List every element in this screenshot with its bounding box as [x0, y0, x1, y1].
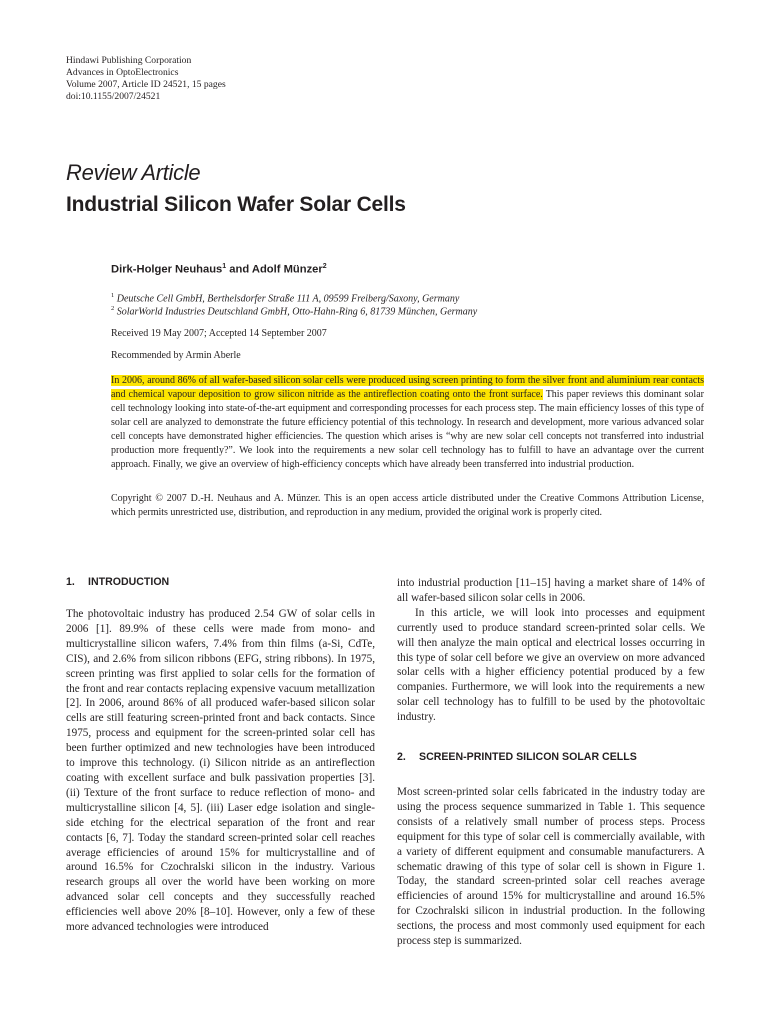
author-line [111, 263, 327, 276]
article-title: Industrial Silicon Wafer Solar Cells [66, 193, 406, 216]
highlighted-text[interactable]: In 2006, around 86% of all wafer-based silicon solar cells were produced using screen printing to form the silver front and aluminium rear contacts and chemical vapour deposition to grow silicon nitride as the antireflection coating onto the front surface. [111, 375, 704, 400]
section-number: 1. [66, 576, 75, 588]
affiliation-marker: 2 [322, 263, 327, 270]
paragraph: The photovoltaic industry has produced 2.54 GW of solar cells in 2006 [1]. 89.9% of these cells were made from mono- and multicrystalline silicon wafers, 7.4% from thin films (a-Si, CdTe, CIS), and 2.6% from silicon ribbons (EFG, string ribbons). In 1975, screen printing was first applied to solar cells for the formation of the front and rear contacts replacing expensive vacuum metallization [2]. In 2006, around 86% of all produced wafer-based silicon solar cells are still featuring screen-printed front and back contacts. Since 1975, process and equipment for the screen-printed solar cell has been further optimized and new technologies have been introduced to improve this technology. (i) Silicon nitride as an antireflection coating with excellent surface and bulk passivation properties [3]. (ii) Texture of the front surface to reduce reflection of mono- and multicrystalline silicon [4, 5]. (iii) Laser edge isolation and single-side etching for the electrical separation of the front and rear contacts [6, 7]. Today the standard screen-printed solar cell reaches average efficiencies of around 15% for multicrystalline and of around 16.5% for Czochralski silicon in the industry. Various research groups all over the world have been working on more advanced solar cell concepts and they successfully reached efficiencies well above 20% [8–10]. However, only a few of these more advanced technologies were introduced [66, 608, 375, 934]
section-heading [66, 576, 169, 588]
copyright-notice: Copyright © 2007 D.-H. Neuhaus and A. Münzer. This is an open access article distributed under the Creative Commons Attribution License, which permits unrestricted use, distribution, and reproduction in any medium, provided the original work is properly cited. [111, 493, 704, 518]
paragraph: In this article, we will look into processes and equipment currently used to produce standard screen-printed solar cells. We will then analyze the main optical and electrical losses occurring in this type of solar cell before we give an overview on more advanced solar cells with a higher efficiency potential produced by a few companies. Furthermore, we will look into the requirements a new solar cell technology has to fulfill to be used by the photovoltaic industry. [397, 606, 705, 724]
body-column-left [66, 607, 375, 935]
journal-name: Advances in OptoElectronics [66, 67, 179, 78]
author-name: Dirk-Holger Neuhaus [111, 263, 223, 276]
body-column-right-lower [397, 785, 705, 949]
affiliation-marker: 1 [222, 263, 227, 270]
affiliation-text: Deutsche Cell GmbH, Berthelsdorfer Straße 111 A, 09599 Freiberg/Saxony, Germany [116, 293, 460, 305]
journal-masthead [66, 55, 226, 103]
volume-info: Volume 2007, Article ID 24521, 15 pages [66, 79, 226, 90]
publisher-name: Hindawi Publishing Corporation [66, 55, 192, 66]
recommended-by: Recommended by Armin Aberle [111, 350, 241, 361]
abstract [111, 374, 704, 472]
author-conjunction: and [226, 263, 252, 276]
abstract-text: This paper reviews this dominant solar cell technology looking into state-of-the-art equipment and corresponding processes for each process step. The main efficiency losses of this type of solar cell are analyzed to demonstrate the future efficiency potential of this technology. In research and development, more various advanced solar cell concepts have demonstrated higher efficiencies. The question which arises is “why are new solar cell concepts not transferred into industrial production more frequently?”. We look into the requirements a new solar cell technology has to fulfill to have an advantage over the current approach. Finally, we give an overview of high-efficiency concepts which have already been transferred into industrial production. [111, 389, 704, 470]
received-dates: Received 19 May 2007; Accepted 14 September 2007 [111, 328, 327, 339]
doi: doi:10.1155/2007/24521 [66, 91, 161, 102]
section-heading [397, 751, 637, 763]
author-name: Adolf Münzer [251, 263, 323, 276]
affiliation [111, 303, 477, 318]
section-number: 2. [397, 751, 406, 763]
paragraph: Most screen-printed solar cells fabricated in the industry today are using the process sequence summarized in Table 1. This sequence consists of a relatively small number of process steps. Process equipment for this type of solar cell is commercially available, with a variety of different equipment and consumable manufacturers. A schematic drawing of this type of solar cell is shown in Figure 1. Today, the standard screen-printed solar cell reaches average efficiencies of around 15% for multicrystalline and around 16.5% for Czochralski silicon in industrial production. In the following sections, the process and most commonly used equipment for each process step is summarized. [397, 786, 705, 948]
article-type: Review Article [66, 160, 201, 185]
affiliation-text: SolarWorld Industries Deutschland GmbH, Otto-Hahn-Ring 6, 81739 München, Germany [116, 306, 478, 318]
affiliation-marker: 2 [111, 305, 115, 312]
section-title: INTRODUCTION [88, 576, 170, 588]
section-title: SCREEN-PRINTED SILICON SOLAR CELLS [419, 751, 637, 763]
body-column-right [397, 576, 705, 725]
paragraph: into industrial production [11–15] having a market share of 14% of all wafer-based silicon solar cells in 2006. [397, 577, 705, 604]
affiliation-marker: 1 [111, 292, 115, 299]
